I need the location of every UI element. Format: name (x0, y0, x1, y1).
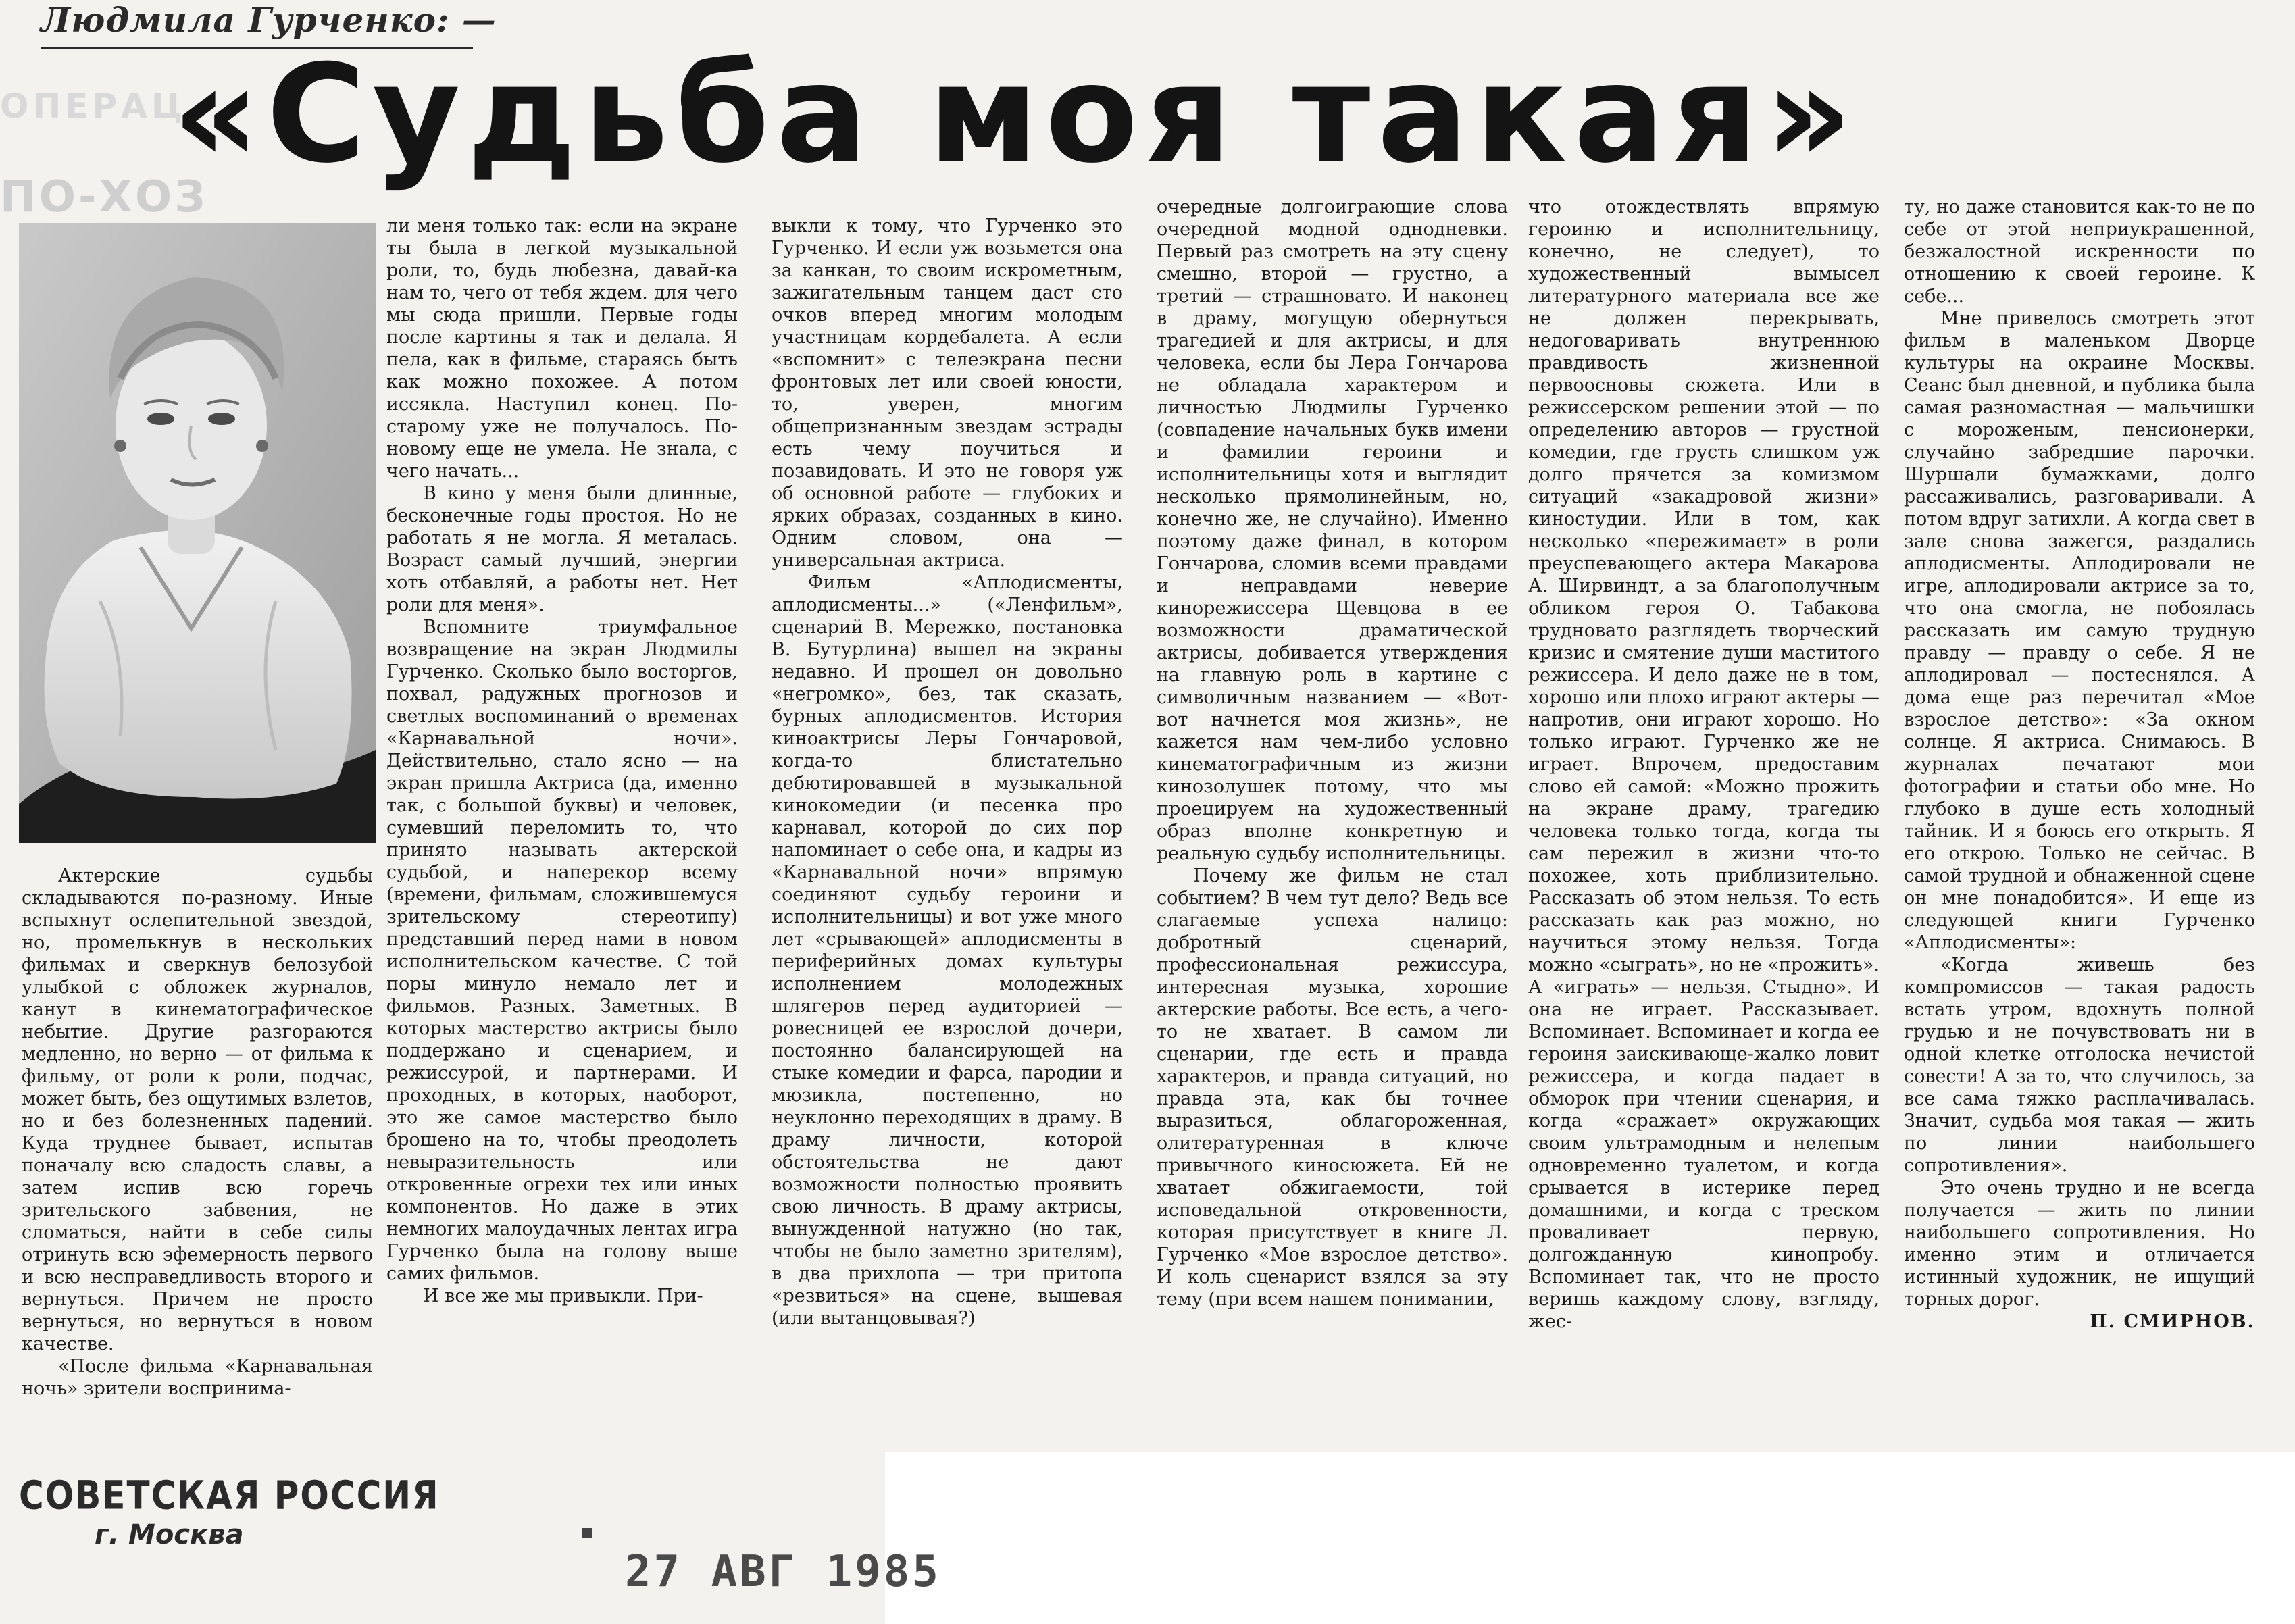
paragraph: «Когда живешь без компромиссов — такая радость встать утром, вдохнуть полной грудью и не почувствовать ни в одной клетке отголоска нечистой совести! А за то, что случилось, за все сама тяжко расплачивалась. Значит, судьба моя такая — жить по линии наибольшего сопротивления». (1904, 955, 2255, 1176)
author-signature: П. СМИРНОВ. (2090, 1311, 2255, 1332)
article-kicker: Людмила Гурченко: — (41, 0, 497, 40)
blank-page-area (885, 1452, 2295, 1624)
paragraph: Это очень трудно и не всегда получается — жить по линии наибольшего сопротивления. Но именно этим и отличается истинный художник, не ищущий торных дорог. (1904, 1177, 2255, 1310)
article-column-4 (1157, 196, 1508, 1311)
article-column-2 (386, 215, 738, 1307)
paragraph: И все же мы привыкли. При- (423, 1286, 703, 1306)
portrait-image (19, 223, 376, 843)
paragraph: выкли к тому, что Гурченко это Гурченко. И если уж возьмется она за канкан, то своим искрометным, зажигательным танцем даст сто очков вперед многим молодым участницам кордебалета. А если «вспомнит» с телеэкрана песни фронтовых лет или своей юности, то, уверен, многим общепризнанным звездам эстрады есть чему поучиться и позавидовать. И это не говоря уж об основной работе — глубоких и ярких образах, созданных в кино. Одним словом, она — универсальная актриса. (772, 215, 1123, 571)
paragraph: очередные долгоиграющие слова очередной модной однодневки. Первый раз смотреть на эту сцену смешно, второй — грустно, а третий — страшновато. И наконец в драму, могущую обернуться трагедией и для актрисы, и для человека, если бы Лера Гончарова не обладала характером и личностью Людмилы Гурченко (совпадение начальных букв имени и фамилии героини и исполнительницы хотя и выглядит несколько прямолинейным, но, конечно же, не случайно). Именно поэтому даже финал, в котором Гончарова, сломив всеми правдами и неправдами неверие кинорежиссера Щевцова в ее возможности драматической актрисы, добивается утверждения на главную роль в картине с символичным названием — «Вот-вот начнется моя жизнь», не кажется нам чем-либо условно кинематографичным из жизни кинозолушек потому, что мы проецируем на художественный образ вполне конкретную и реальную судьбу исполнительницы. (1157, 197, 1508, 864)
bleed-through-text-left: ПО-ХОЗ (0, 172, 208, 222)
paragraph: Фильм «Аплодисменты, аплодисменты...» («Ленфильм», сценарий В. Мережко, постановка В. Бутурлина) вышел на экраны недавно. И прошел он довольно «негромко», без, так сказать, бурных аплодисментов. История киноактрисы Леры Гончаровой, когда-то блистательно дебютировавшей в музыкальной кинокомедии (и песенка про карнавал, которой до сих пор напоминает о себе она, и кадры из «Карнавальной ночи» впрямую соединяют судьбу героини и исполнительницы) и вот уже много лет «срывающей» аплодисменты в периферийных домах культуры исполнением молодежных шлягеров перед аудиторией — ровесницей ее взрослой дочери, постоянно балансирующей на стыке комедии и фарса, пародии и мюзикла, постепенно, но неуклонно переходящих в драму. В драму личности, которой обстоятельства не дают возможности полностью проявить свою личность. В драму актрисы, вынужденной натужно (но так, чтобы не было заметно зрителям), в два прихлопа — три притопа «резвиться» на сцене, вышевая (или вытанцовывая?) (772, 572, 1123, 1329)
newspaper-stamp (19, 1473, 440, 1550)
paragraph: «После фильма «Карнавальная ночь» зрители воспринима- (22, 1356, 373, 1399)
date-stamp: 27 АВГ 1985 (625, 1547, 941, 1597)
paragraph: что отождествлять впрямую героиню и исполнительницу, конечно, не следует), то художественный вымысел литературного материала все же не должен перекрывать, недоговаривать внутреннюю правдивость жизненной первоосновы сюжета. Или в режиссерском решении этой — по определению авторов — грустной комедии, где грусть слишком уж долго прячется за комизмом ситуаций «закадровой жизни» киностудии. Или в том, как несколько «пережимает» в роли преуспевающего актера Макарова А. Ширвиндт, а за благополучным обликом героя О. Табакова трудновато разглядеть творческий кризис и смятение души маститого режиссера. И дело даже не в том, хорошо или плохо играют актеры — напротив, они играют хорошо. Но только играют. Гурченко же не играет. Впрочем, предоставим слово ей самой: «Можно прожить на экране драму, трагедию человека только тогда, когда ты сам пережил в жизни что-то похожее, хоть приблизительно. Рассказать об этом нельзя. То есть рассказать как раз можно, но научиться этому нельзя. Тогда можно «сыграть», но не «прожить». А «играть» — нельзя. Стыдно». И она не играет. Рассказывает. Вспоминает. Вспоминает и когда ее героиня заискивающе-жалко ловит режиссера, и когда падает в обморок при чтении сценария, и когда «сражает» окружающих своим ультрамодным и нелепым одновременно туалетом, и когда срывается в истерике перед домашними, и когда с треском проваливает первую, долгожданную кинопробу. Вспоминает так, что не просто веришь каждому слову, взгляду, жес- (1528, 197, 1880, 1332)
paragraph: В кино у меня были длинные, бесконечные годы простоя. Но не работать я не могла. Я металась. Возраст самый лучший, энергии хоть отбавляй, а работы нет. Нет роли для меня». (386, 483, 738, 615)
bleed-through-text-top: ОПЕРАЦ (0, 86, 187, 126)
paragraph: Вспомните триумфальное возвращение на экран Людмилы Гурченко. Сколько было восторгов, похвал, радужных прогнозов и светлых воспоминаний о временах «Карнавальной ночи». Действительно, стало ясно — на экран пришла Актриса (да, именно так, с большой буквы) и человек, сумевший переломить то, что принято называть актерской судьбой, и наперекор всему (времени, фильмам, сложившемуся зрительскому стереотипу) представший перед нами в новом исполнительском качестве. С той поры минуло немало лет и фильмов. Разных. Заметных. В которых мастерство актрисы было поддержано и сценарием, и режиссурой, и партнерами. И проходных, в которых, наоборот, это же самое мастерство было брошено на то, чтобы преодолеть невыразительность или откровенные огрехи тех или иных компонентов. Но даже в этих немногих малоудачных лентах игра Гурченко была на голову выше самих фильмов. (386, 617, 738, 1284)
paragraph: Мне привелось смотреть этот фильм в маленьком Дворце культуры на окраине Москвы. Сеанс был дневной, и публика была самая разномастная — мальчишки с мороженым, пенсионерки, случайно забредшие парочки. Шуршали бумажками, долго рассаживались, разговаривали. А потом вдруг затихли. А когда свет в зале снова зажегся, раздались аплодисменты. Аплодировали не игре, аплодировали актрисе за то, что она смогла, не побоялась рассказать им самую трудную правду — правду о себе. Я не аплодировал — постеснялся. А дома еще раз перечитал «Мое взрослое детство»: «За окном солнце. Я актриса. Снимаюсь. В журналах печатают мои фотографии и статьи обо мне. Но глубоко в душе есть холодный тайник. И я боюсь его открыть. Я его открою. Только не сейчас. В самой трудной и обнаженной сцене он мне понадобится». И еще из следующей книги Гурченко «Аплодисменты»: (1904, 308, 2255, 953)
article-column-5 (1528, 196, 1880, 1333)
paragraph: Актерские судьбы складываются по-разному. Иные вспыхнут ослепительной звездой, но, промелькнув в нескольких фильмах и сверкнув белозубой улыбкой с обложек журналов, канут в кинематографическое небытие. Другие разгораются медленно, но верно — от фильма к фильму, от роли к роли, подчас, может быть, без ощутимых взлетов, но и без болезненных падений. Куда труднее бывает, испытав поначалу всю сладость славы, а затем испив всю горечь зрительского забвения, не сломаться, найти в себе силы отринуть всю эфемерность первого и всю несправедливость второго и вернуться. Причем не просто вернуться, но вернуться в новом качестве. (22, 865, 373, 1354)
paragraph: Почему же фильм не стал событием? В чем тут дело? Ведь все слагаемые успеха налицо: добротный сценарий, профессиональная режиссура, интересная музыка, хорошие актерские работы. Все есть, а чего-то не хватает. В самом ли сценарии, где есть и правда характеров, и правда ситуаций, но правда эта, как бы точнее выразиться, облагороженная, олитературенная в ключе привычного киносюжета. Ей не хватает обжигаемости, той исповедальной откровенности, которая присутствует в книге Л. Гурченко «Мое взрослое детство». И коль сценарист взялся за эту тему (при всем нашем понимании, (1157, 865, 1508, 1310)
ink-mark (582, 1528, 592, 1538)
stamp-newspaper-title: СОВЕТСКАЯ РОССИЯ (19, 1473, 440, 1519)
stamp-city: г. Москва (95, 1519, 244, 1550)
paragraph: ту, но даже становится как-то не по себе от этой неприукрашенной, безжалостной искренности по отношению к своей героине. К себе... (1904, 197, 2255, 307)
article-column-6 (1904, 196, 2255, 1333)
article-headline: «Судьба моя такая» (172, 36, 1859, 193)
article-column-3 (772, 215, 1123, 1329)
actress-photo (19, 223, 376, 843)
article-column-1 (22, 865, 373, 1400)
paragraph: ли меня только так: если на экране ты была в легкой музыкальной роли, то, будь любезна, давай-ка нам то, чего от тебя ждем. для чего мы сюда пришли. Первые годы после картины я так и делала. Я пела, как в фильме, стараясь быть как можно похожее. А потом иссякла. Наступил конец. По-старому уже не получалось. По-новому еще не умела. Не знала, с чего начать... (386, 215, 738, 482)
